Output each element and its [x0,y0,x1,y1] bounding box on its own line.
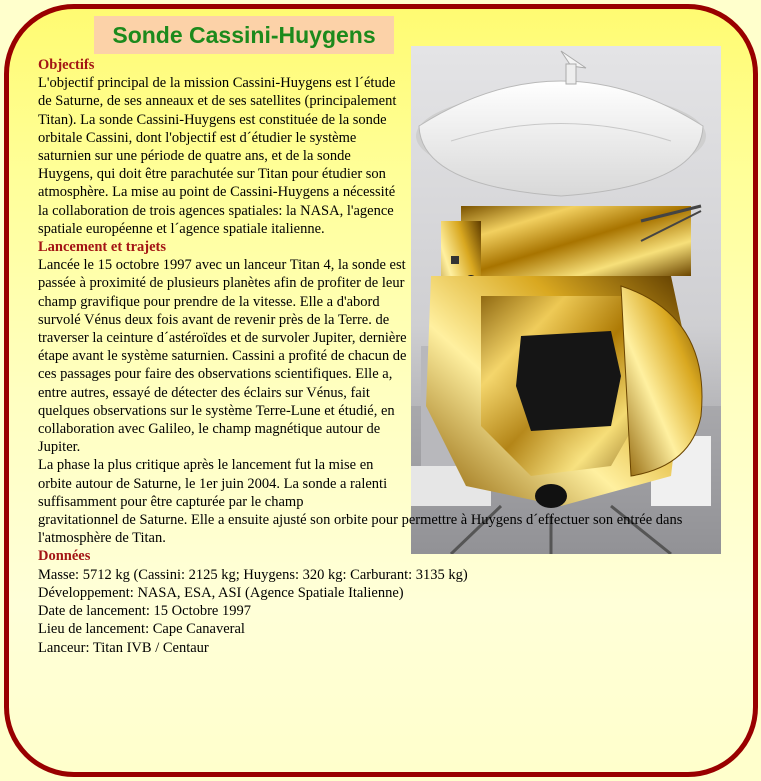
donnees-list [38,566,722,657]
section-heading-donnees: Données [38,548,91,565]
lancement-text-continued: gravitationnel de Saturne. Elle a ensuite ajusté son orbite pour permettre à Huygens d´effectuer son entrée dans l'atmosphère de Titan. [38,512,683,547]
page-title: Sonde Cassini-Huygens [94,16,394,54]
donnees-item-lanceur: Lanceur: Titan IVB / Centaur [38,639,209,656]
donnees-item-date-lancement: Date de lancement: 15 Octobre 1997 [38,603,251,620]
lancement-text: Lancée le 15 octobre 1997 avec un lanceur Titan 4, la sonde est passée à proximité de plusieurs planètes afin de profiter de leur champ gravifique pour prendre de la vitesse. Elle a d'abord survolé Vénus deux fois avant de revenir près de la Terre. de traverser la ceinture d´astéroïdes et de survoler Jupiter, dernière étape avant le système saturnien. Cassini a profité de chacun de ces passages pour faire des observations scientifiques. Elle a, entre autres, essayé de détecter des éclairs sur Vénus, fait quelques observations sur le système Terre-Lune et étudié, en collaboration avec Galileo, le champ magnétique autour de Jupiter. [38,257,407,456]
article-body [38,56,683,657]
section-heading-lancement: Lancement et trajets [38,239,167,256]
lancement-text-critical-phase: La phase la plus critique après le lancement fut la mise en orbite autour de Saturne, le 1er juin 2004. La sonde a ralenti suffisamment pour être capturée par le champ [38,457,388,510]
objectifs-text: L'objectif principal de la mission Cassini-Huygens est l´étude de Saturne, de ses anneaux et de ses satellites (principalement Titan). La sonde Cassini-Huygens est constituée de la sonde orbitale Cassini, dont l'objectif est d´étudier le système saturnien sur une période de quatre ans, et de la sonde Huygens, qui doit être parachutée sur Titan pour étudier son atmosphère. La mise au point de Cassini-Huygens a nécessité la collaboration de trois agences spatiales: la NASA, l'agence spatiale européenne et l´agence spatiale italienne. [38,75,397,237]
donnees-item-lieu-lancement: Lieu de lancement: Cape Canaveral [38,621,245,638]
donnees-item-masse: Masse: 5712 kg (Cassini: 2125 kg; Huygens: 320 kg: Carburant: 3135 kg) [38,566,468,583]
donnees-item-developpement: Développement: NASA, ESA, ASI (Agence Spatiale Italienne) [38,584,404,601]
section-heading-objectifs: Objectifs [38,57,95,73]
cassini-spacecraft-photo [411,46,721,554]
